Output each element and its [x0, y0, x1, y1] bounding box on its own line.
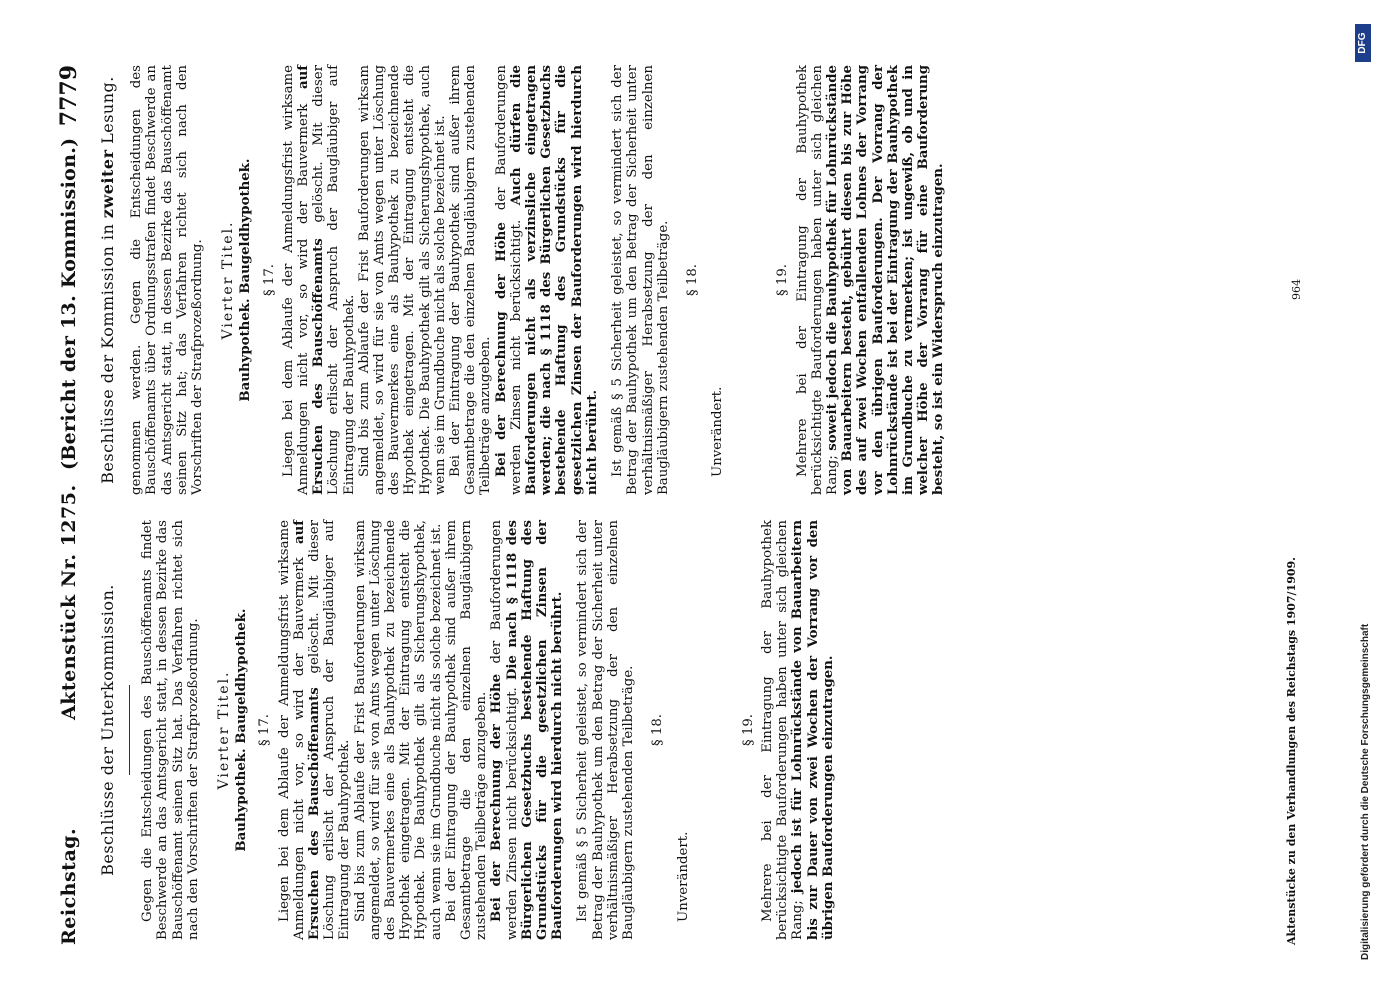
section-17-para-2: Sind bis zum Ablaufe der Frist Bauforderungen wirksam angemeldet, so wird für sie von Amts wegen unter Löschung des Bauvermerkes eine als Bauhypothek zu bezeichnende Hypothek eingetragen. Mit der Eintragung entsteht die Hypothek. Die Bauhypothek gilt als Sicherungshypothek, auch wenn sie im Grundbuche nicht als solche bezeichnet ist. — [356, 65, 448, 495]
section-19-para-1 — [795, 65, 947, 495]
bold-text: Auch dürfen die Bauforderungen nicht als verzinsliche eingetragen werden; die nach § 1118 des Bürgerlichen Gesetzbuchs bestehende Haftung des Grundstücks für die gesetzlichen Zinsen der Bauforderungen wird hierdurch nicht berührt. — [508, 65, 600, 495]
section-17-para-4 — [494, 65, 600, 495]
text: Liegen bei dem Ablaufe der Anmeldungsfrist wirksame Anmeldungen nicht vor, so wird der Bauvermerk — [280, 65, 312, 495]
bold-text: zweiter — [98, 149, 117, 219]
section-17-para-2: Sind bis zum Ablaufe der Frist Bauforderungen wirksam angemeldet, so wird für sie von Amts wegen unter Löschung des Bauvermerkes eine als Bauhypothek zu bezeichnende Hypothek eingetragen. Mit der Eintragung entsteht die Hypothek. Die Bauhypothek gilt als Sicherungshypothek, auch wenn sie im Grundbuche nicht als solche bezeichnet ist. — [352, 520, 444, 940]
section-19-heading: § 19. — [775, 263, 791, 297]
bold-text: Bei der Berechnung der Höhe — [493, 222, 509, 477]
section-17-para-4 — [489, 520, 565, 940]
section-19-para-1 — [760, 520, 836, 940]
column-heading — [100, 65, 115, 495]
section-19-heading: § 19. — [740, 713, 756, 747]
bold-text: auf Ersuchen des Bauschöffenamts — [291, 520, 323, 940]
section-17-para-5: Ist gemäß § 5 Sicherheit geleistet, so vermindert sich der Betrag der Bauhypothek um den Betrag der Sicherheit unter verhältnismäßiger Herabsetzung der den einzelnen Baugläubigern zustehenden Teilbeträge. — [610, 65, 671, 495]
text: Lesung. — [98, 76, 117, 150]
text: der Bauforderungen werden Zinsen nicht berücksichtigt. — [493, 65, 524, 495]
divider — [129, 685, 130, 775]
section-18-heading: § 18. — [650, 713, 666, 747]
section-17-para-3: Bei der Eintragung der Bauhypothek sind außer ihrem Gesamtbetrage die den einzelnen Baugläubigern zustehenden Teilbeträge anzugeben. — [443, 520, 490, 940]
header-center: Aktenstück Nr. 1275. — [58, 484, 80, 720]
text: der Bauforderungen werden Zinsen nicht berücksichtigt. — [489, 520, 520, 940]
titel-heading: Vierter Titel. — [216, 670, 233, 790]
column-heading: Beschlüsse der Unterkommission. — [98, 584, 117, 876]
section-17-para-3: Bei der Eintragung der Bauhypothek sind außer ihrem Gesamtbetrage die den einzelnen Baugläubigern zustehenden Teilbeträge anzugeben. — [448, 65, 494, 495]
text: Beschlüsse der Kommission in — [98, 218, 117, 484]
text: gelöscht. Mit dieser Löschung erlischt der Anspruch der Baugläubiger auf Eintragung der Bauhypothek. — [307, 520, 353, 940]
column-unterkommission — [100, 520, 836, 940]
dfg-credit: Digitalisierung gefördert durch die Deutsche Forschungsgemeinschaft — [1360, 623, 1371, 960]
text: Mehrere bei der Eintragung der Bauhypothek berücksichtigte Bauforderungen haben unter sich gleichen Rang; — [794, 65, 840, 495]
text: gelöscht. Mit dieser Löschung erlischt der Anspruch der Baugläubiger auf Eintragung der Bauhypothek. — [311, 65, 357, 495]
text: Liegen bei dem Ablaufe der Anmeldungsfrist wirksame Anmeldungen nicht vor, so wird der Bauvermerk — [276, 520, 307, 940]
page-header — [52, 65, 92, 945]
page-number: 7779 — [56, 65, 82, 127]
titel-subheading: Bauhypothek. Baugeldhypothek. — [234, 608, 250, 852]
section-17-heading: § 17. — [257, 713, 273, 747]
section-17-heading: § 17. — [261, 263, 277, 297]
bold-text: Die nach § 1118 des Bürgerlichen Gesetzbuchs bestehende Haftung des Grundstücks für die gesetzlichen Zinsen der Bauforderungen wird hierdurch nicht berührt. — [504, 520, 566, 940]
header-left: Reichstag. — [58, 827, 80, 945]
section-18-text: Unverändert. — [675, 831, 691, 922]
section-18-heading: § 18. — [684, 263, 700, 297]
section-18-text: Unverändert. — [710, 386, 726, 477]
section-17-para-1 — [277, 520, 353, 940]
section-17-para-1 — [281, 65, 357, 495]
bold-text: Bei der Berechnung der Höhe — [489, 673, 505, 922]
footer-source: Aktenstücke zu den Verhandlungen des Reichstags 1907/1909. — [1285, 557, 1298, 945]
column-zweite-lesung — [100, 65, 947, 495]
section-17-para-5: Ist gemäß § 5 Sicherheit geleistet, so vermindert sich der Betrag der Bauhypothek um den Betrag der Sicherheit unter verhältnismäßiger Herabsetzung der den einzelnen Baugläubigern zustehenden Teilbeträge. — [575, 520, 637, 940]
footer-page-number: 964 — [1290, 279, 1303, 300]
bold-text: soweit jedoch die Bauhypothek für Lohnrückstände von Bauarbeitern besteht, gebührt diesen bis zur Höhe des auf zwei Wochen entfallenden Lohnes der Vorrang vor den übrigen Bauforderungen. Der Vorrang der Lohnrückstände ist bei der Eintragung der Bauhypothek im Grundbuche zu vermerken; ist ungewiß, ob und in welcher Höhe der Vorrang für eine Bauforderung besteht, so ist ein Widerspruch einzutragen. — [824, 65, 947, 495]
intro-paragraph: Gegen die Entscheidungen des Bauschöffenamts findet Beschwerde an das Amtsgericht statt, in dessen Bezirke das Bauschöffenamt seinen Sitz hat. Das Verfahren richtet sich nach den Vorschriften der Strafprozeßordnung. — [140, 520, 201, 940]
header-right: (Bericht der 13. Kommission.) — [58, 137, 80, 470]
titel-subheading: Bauhypothek. Baugeldhypothek. — [238, 158, 254, 402]
text: Mehrere bei der Eintragung der Bauhypothek berücksichtigte Bauforderungen haben unter sich gleichen Rang; — [759, 520, 806, 940]
intro-paragraph: genommen werden. Gegen die Entscheidungen des Bauschöffenamts über Ordnungsstrafen findet Beschwerde an das Amtsgericht statt, in dessen Bezirke das Bauschöffenamt seinen Sitz hat; das Verfahren richtet sich nach den Vorschriften der Strafprozeßordnung. — [129, 65, 206, 495]
bold-text: auf Ersuchen des Bauschöffenamts — [296, 65, 327, 495]
titel-heading: Vierter Titel. — [220, 220, 237, 340]
bold-text: jedoch ist für Lohnrückstände von Bauarbeitern bis zur Dauer von zwei Wochen der Vorrang vor den übrigen Bauforderungen einzutragen. — [790, 520, 836, 940]
dfg-logo: DFG — [1355, 24, 1371, 62]
